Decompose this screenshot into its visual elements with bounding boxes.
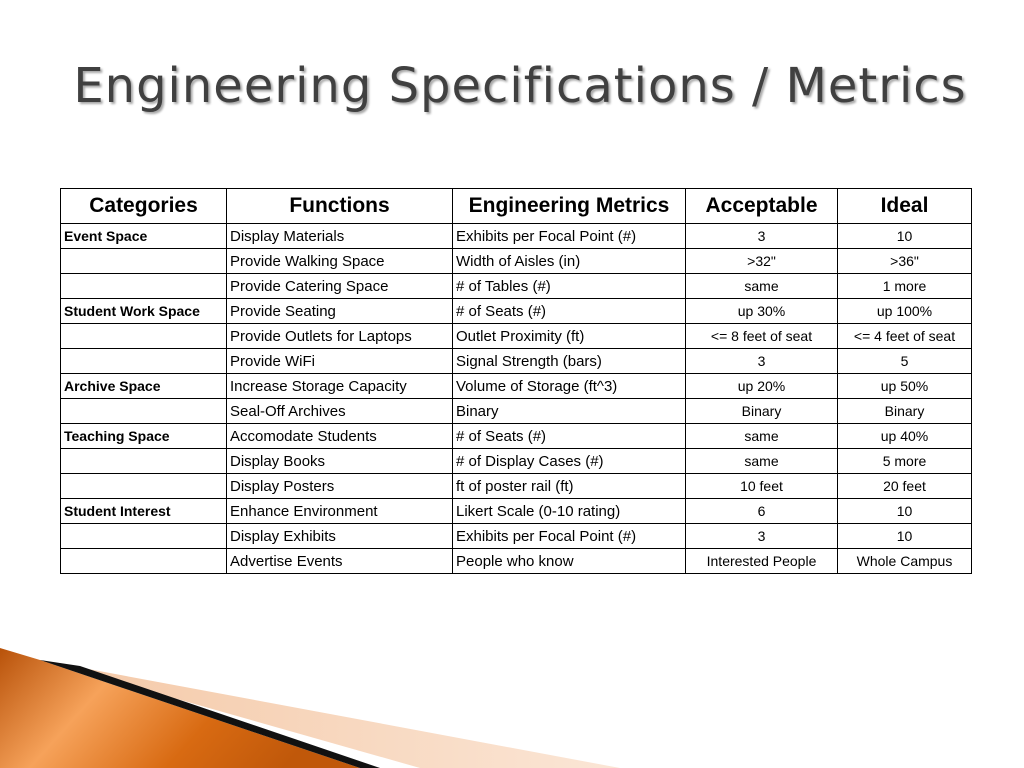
metric-cell: Signal Strength (bars): [453, 349, 686, 374]
acceptable-cell: same: [686, 424, 838, 449]
function-cell: Accomodate Students: [227, 424, 453, 449]
function-cell: Provide WiFi: [227, 349, 453, 374]
acceptable-cell: 6: [686, 499, 838, 524]
function-cell: Enhance Environment: [227, 499, 453, 524]
category-cell: Teaching Space: [61, 424, 227, 449]
swoosh-orange: [0, 648, 360, 768]
ideal-cell: up 40%: [838, 424, 972, 449]
table-row: [61, 374, 972, 399]
category-cell: [61, 449, 227, 474]
function-cell: Display Posters: [227, 474, 453, 499]
slide-title: Engineering Specifications / Metrics: [73, 58, 967, 114]
ideal-cell: 5: [838, 349, 972, 374]
table-row: [61, 249, 972, 274]
function-cell: Seal-Off Archives: [227, 399, 453, 424]
table-row: [61, 499, 972, 524]
category-cell: Student Interest: [61, 499, 227, 524]
function-cell: Provide Walking Space: [227, 249, 453, 274]
category-cell: Student Work Space: [61, 299, 227, 324]
metric-cell: Outlet Proximity (ft): [453, 324, 686, 349]
ideal-cell: 10: [838, 524, 972, 549]
function-cell: Advertise Events: [227, 549, 453, 574]
ideal-cell: up 100%: [838, 299, 972, 324]
specifications-table: [60, 188, 972, 574]
acceptable-cell: 10 feet: [686, 474, 838, 499]
function-cell: Display Materials: [227, 224, 453, 249]
acceptable-cell: 3: [686, 224, 838, 249]
table-row: [61, 474, 972, 499]
header-ideal: Ideal: [838, 189, 972, 224]
acceptable-cell: same: [686, 274, 838, 299]
header-categories: Categories: [61, 189, 227, 224]
metric-cell: Binary: [453, 399, 686, 424]
metric-cell: Exhibits per Focal Point (#): [453, 524, 686, 549]
category-cell: [61, 324, 227, 349]
ideal-cell: >36": [838, 249, 972, 274]
decorative-swoosh: [0, 640, 1024, 768]
category-cell: [61, 474, 227, 499]
ideal-cell: Binary: [838, 399, 972, 424]
category-cell: [61, 249, 227, 274]
acceptable-cell: Binary: [686, 399, 838, 424]
function-cell: Display Books: [227, 449, 453, 474]
ideal-cell: 20 feet: [838, 474, 972, 499]
acceptable-cell: up 30%: [686, 299, 838, 324]
ideal-cell: <= 4 feet of seat: [838, 324, 972, 349]
metric-cell: Exhibits per Focal Point (#): [453, 224, 686, 249]
category-cell: [61, 399, 227, 424]
metric-cell: # of Tables (#): [453, 274, 686, 299]
acceptable-cell: 3: [686, 349, 838, 374]
table-row: [61, 524, 972, 549]
table-row: [61, 349, 972, 374]
table-row: [61, 449, 972, 474]
acceptable-cell: Interested People: [686, 549, 838, 574]
metric-cell: Likert Scale (0-10 rating): [453, 499, 686, 524]
table-row: [61, 299, 972, 324]
ideal-cell: 1 more: [838, 274, 972, 299]
function-cell: Display Exhibits: [227, 524, 453, 549]
function-cell: Provide Catering Space: [227, 274, 453, 299]
acceptable-cell: same: [686, 449, 838, 474]
ideal-cell: up 50%: [838, 374, 972, 399]
header-functions: Functions: [227, 189, 453, 224]
metric-cell: Width of Aisles (in): [453, 249, 686, 274]
ideal-cell: 5 more: [838, 449, 972, 474]
category-cell: [61, 274, 227, 299]
function-cell: Increase Storage Capacity: [227, 374, 453, 399]
category-cell: Event Space: [61, 224, 227, 249]
ideal-cell: Whole Campus: [838, 549, 972, 574]
table-header-row: [61, 189, 972, 224]
table-row: [61, 424, 972, 449]
function-cell: Provide Seating: [227, 299, 453, 324]
table-row: [61, 274, 972, 299]
table-row: [61, 224, 972, 249]
acceptable-cell: 3: [686, 524, 838, 549]
table-row: [61, 399, 972, 424]
table-row: [61, 549, 972, 574]
category-cell: [61, 524, 227, 549]
function-cell: Provide Outlets for Laptops: [227, 324, 453, 349]
category-cell: [61, 549, 227, 574]
acceptable-cell: <= 8 feet of seat: [686, 324, 838, 349]
ideal-cell: 10: [838, 499, 972, 524]
category-cell: Archive Space: [61, 374, 227, 399]
metric-cell: # of Seats (#): [453, 299, 686, 324]
ideal-cell: 10: [838, 224, 972, 249]
metric-cell: Volume of Storage (ft^3): [453, 374, 686, 399]
metric-cell: People who know: [453, 549, 686, 574]
header-engineering-metrics: Engineering Metrics: [453, 189, 686, 224]
metric-cell: # of Seats (#): [453, 424, 686, 449]
header-acceptable: Acceptable: [686, 189, 838, 224]
table-row: [61, 324, 972, 349]
acceptable-cell: >32": [686, 249, 838, 274]
acceptable-cell: up 20%: [686, 374, 838, 399]
metric-cell: ft of poster rail (ft): [453, 474, 686, 499]
metric-cell: # of Display Cases (#): [453, 449, 686, 474]
table-body: [61, 224, 972, 574]
category-cell: [61, 349, 227, 374]
